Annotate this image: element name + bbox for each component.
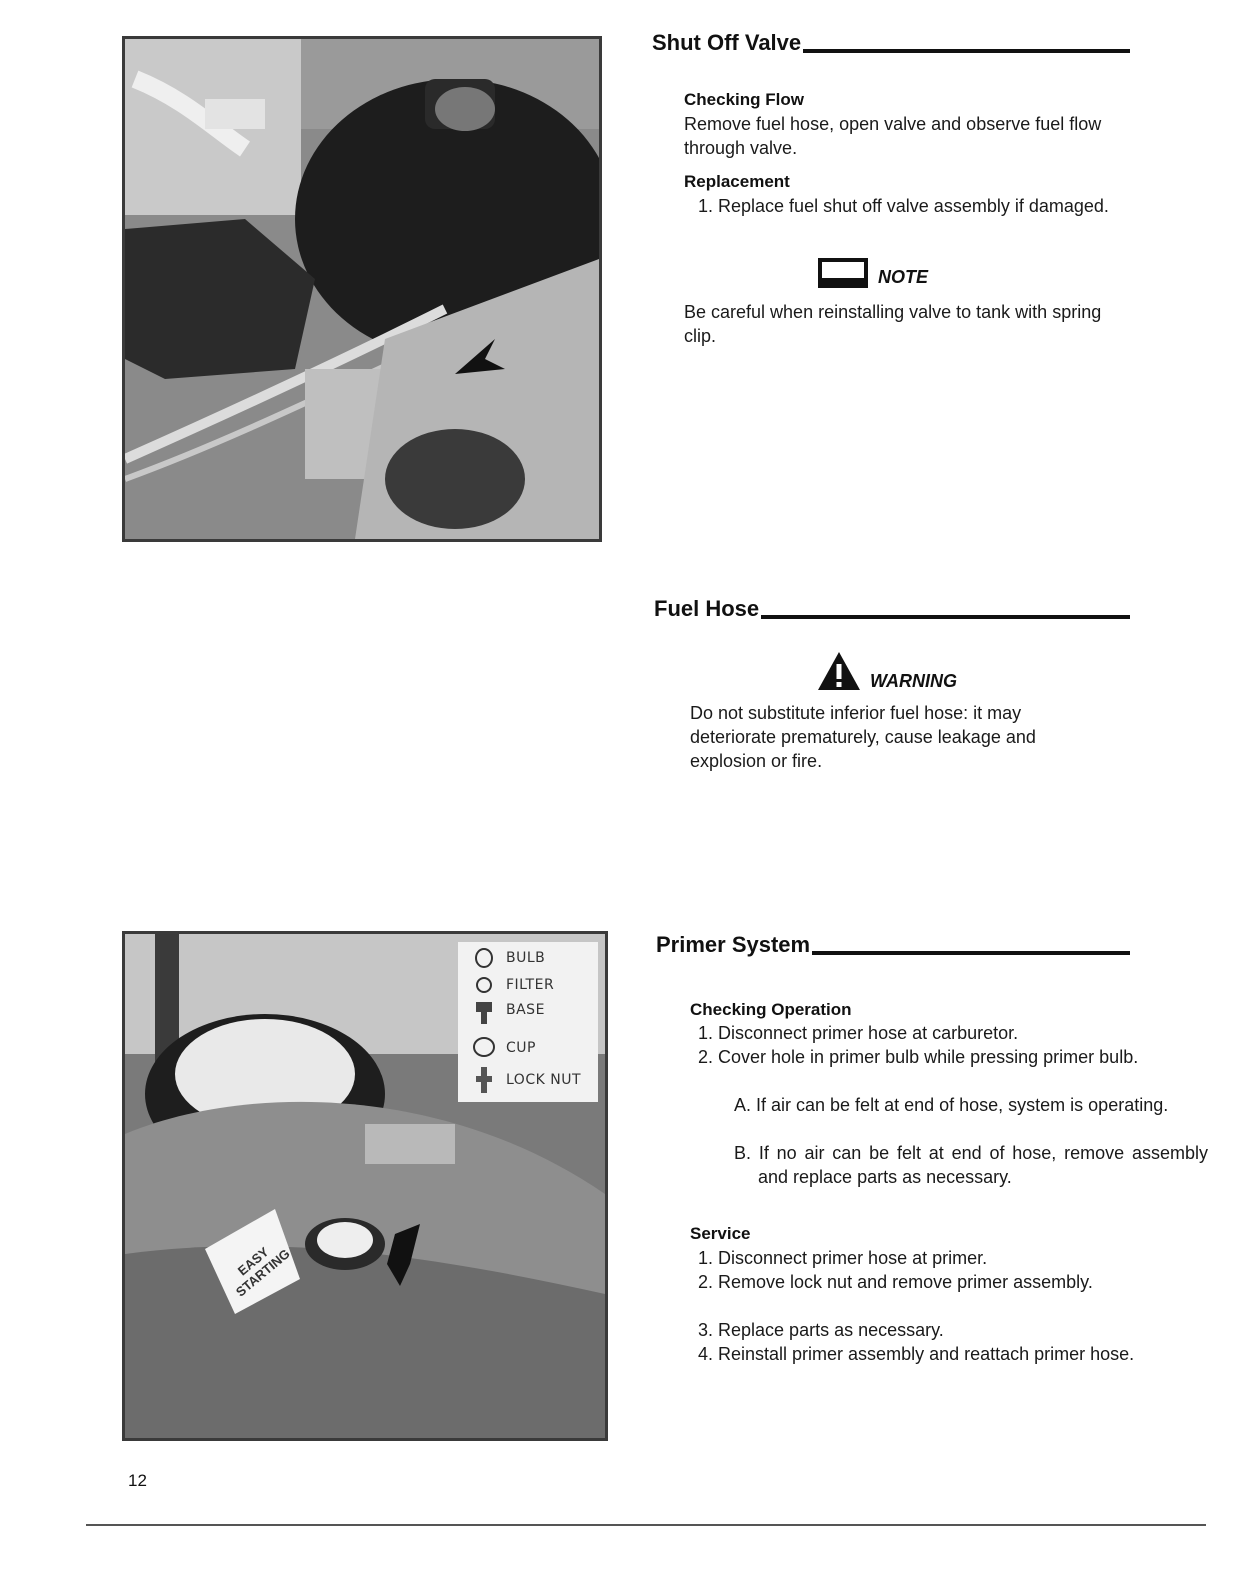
checking-operation-heading: Checking Operation	[690, 1000, 852, 1019]
note-text: Be careful when reinstalling valve to tank with spring clip.	[684, 302, 1102, 346]
primer-parts-legend	[458, 942, 598, 1102]
checking-flow-heading: Checking Flow	[684, 90, 804, 109]
checking-step-1: 1. Disconnect primer hose at carburetor.	[698, 1023, 1019, 1043]
fuel-hose-heading	[654, 596, 1130, 622]
page-number: 12	[128, 1471, 147, 1490]
checking-substep-b: B. If no air can be felt at end of hose, remove assembly and replace parts as necessary.	[734, 1143, 1208, 1187]
shutoff-valve-heading	[652, 30, 1130, 56]
legend-cup: CUP	[506, 1040, 536, 1056]
service-step-2: 2. Remove lock nut and remove primer assembly.	[698, 1272, 1093, 1292]
checking-step-2: 2. Cover hole in primer bulb while pressing primer bulb.	[698, 1047, 1139, 1067]
service-step-1: 1. Disconnect primer hose at primer.	[698, 1248, 988, 1268]
fuel-hose-title: Fuel Hose	[654, 596, 760, 621]
shutoff-valve-illustration	[125, 39, 599, 539]
footer-rule	[86, 1524, 1206, 1526]
checking-substep-a: A. If air can be felt at end of hose, system is operating.	[734, 1095, 1169, 1115]
legend-lock-nut: LOCK NUT	[506, 1072, 581, 1088]
legend-filter: FILTER	[506, 977, 555, 993]
note-callout	[818, 258, 928, 288]
service-step-3: 3. Replace parts as necessary.	[698, 1320, 944, 1340]
easy-starting-sticker: EASY STARTING	[232, 1244, 293, 1300]
heading-rule	[812, 951, 1130, 955]
service-step-4: 4. Reinstall primer assembly and reattach primer hose.	[698, 1344, 1135, 1364]
note-label: NOTE	[878, 267, 929, 287]
warning-text: Do not substitute inferior fuel hose: it may deteriorate prematurely, cause leakage and explosion or fire.	[690, 703, 1036, 771]
heading-rule	[803, 49, 1130, 53]
checking-flow-text: Remove fuel hose, open valve and observe fuel flow through valve.	[684, 114, 1102, 158]
heading-rule	[761, 615, 1130, 619]
primer-system-heading	[656, 932, 1130, 958]
shutoff-valve-title: Shut Off Valve	[652, 30, 802, 55]
primer-system-title: Primer System	[656, 932, 811, 957]
shutoff-valve-photo	[122, 36, 602, 542]
legend-base: BASE	[506, 1002, 545, 1018]
primer-parts-icons	[464, 942, 504, 1102]
service-heading: Service	[690, 1224, 751, 1243]
warning-callout	[816, 650, 957, 692]
replacement-heading: Replacement	[684, 172, 790, 191]
note-icon	[818, 258, 868, 288]
replacement-step: 1. Replace fuel shut off valve assembly if damaged.	[698, 196, 1109, 216]
warning-triangle-icon	[816, 650, 862, 692]
legend-bulb: BULB	[506, 950, 546, 966]
warning-label: WARNING	[870, 671, 957, 691]
